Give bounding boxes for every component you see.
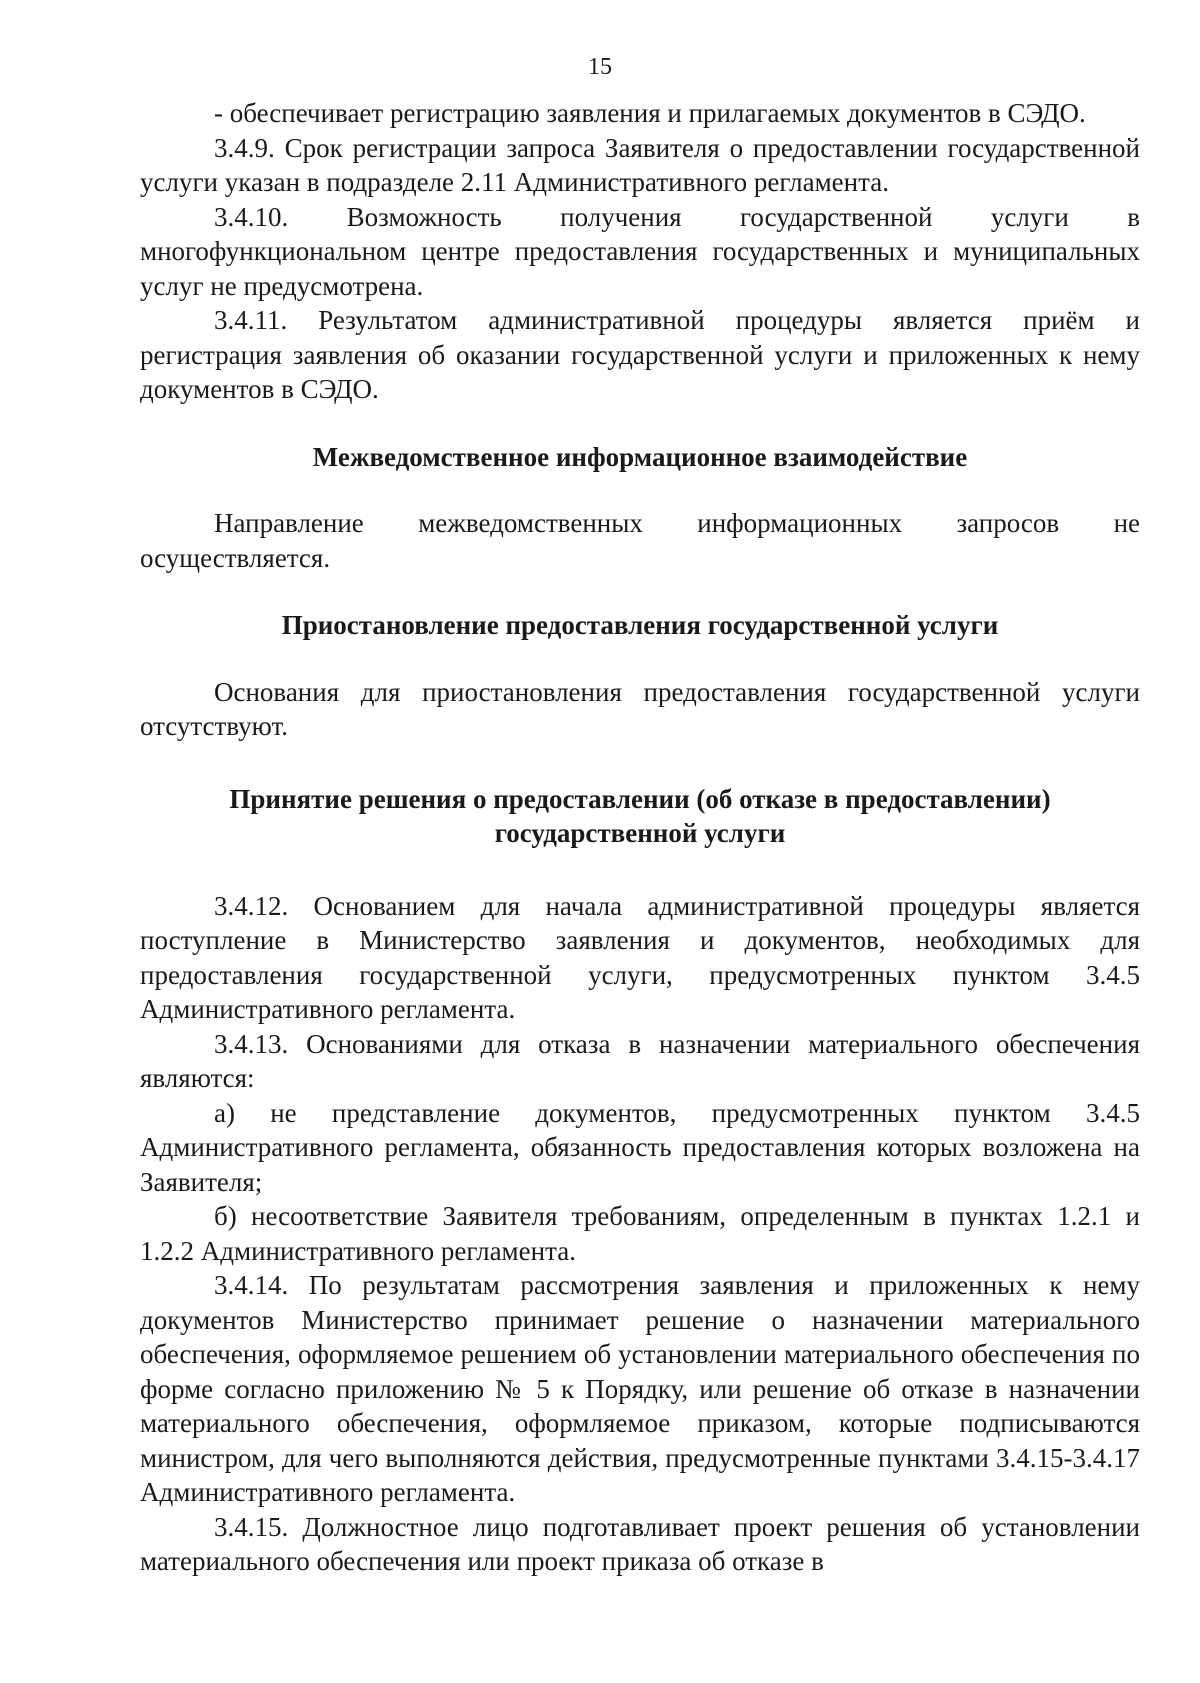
paragraph: - обеспечивает регистрацию заявления и прилагаемых документов в СЭДО. xyxy=(214,98,1086,128)
paragraph: 3.4.15. Должностное лицо подготавливает проект решения об установлении материального обеспечения или проект приказа об отказе в xyxy=(140,1511,1140,1576)
paragraph: 3.4.11. Результатом административной процедуры является приём и регистрация заявления об оказании государственной услуги и приложенных к нему документов в СЭДО. xyxy=(140,305,1140,404)
section-heading-line: государственной услуги xyxy=(494,818,786,848)
paragraph: Основания для приостановления предоставления государственной услуги отсутствуют. xyxy=(140,676,1140,741)
paragraph: а) не представление документов, предусмотренных пунктом 3.4.5 Административного регламента, обязанность предоставления которых возложена на Заявителя; xyxy=(140,1097,1140,1197)
section-heading: Межведомственное информационное взаимодействие xyxy=(312,441,968,472)
paragraph: 3.4.9. Срок регистрации запроса Заявителя о предоставлении государственной услуги указан в подразделе 2.11 Административного регламента. xyxy=(140,132,1140,197)
page-number: 15 xyxy=(588,54,612,80)
paragraph: 3.4.14. По результатам рассмотрения заявления и приложенных к нему документов Министерство принимает решение о назначении материального обеспечения, оформляемое решением об установлении материального обеспечения по форме согласно приложению № 5 к Порядку, или решение об отказе в назначении материального обеспечения, оформляемое приказом, которые подписываются министром, для чего выполняются действия, предусмотренные пунктами 3.4.15-3.4.17 Административного регламента. xyxy=(140,1270,1140,1507)
section-heading xyxy=(140,782,1140,851)
paragraph: 3.4.13. Основаниями для отказа в назначении материального обеспечения являются: xyxy=(140,1028,1140,1093)
document-body xyxy=(140,96,1140,1579)
paragraph: 3.4.12. Основанием для начала административной процедуры является поступление в Министерство заявления и документов, необходимых для предоставления государственной услуги, предусмотренных пунктом 3.4.5 Административного регламента. xyxy=(140,890,1140,1024)
section-heading: Приостановление предоставления государственной услуги xyxy=(281,610,999,640)
section-heading-line: Принятие решения о предоставлении (об отказе в предоставлении) xyxy=(229,783,1051,814)
paragraph: б) несоответствие Заявителя требованиям, определенным в пунктах 1.2.1 и 1.2.2 Административного регламента. xyxy=(140,1201,1140,1266)
paragraph: Направление межведомственных информационных запросов не осуществляется. xyxy=(140,508,1140,573)
paragraph: 3.4.10. Возможность получения государственной услуги в многофункциональном центре предоставления государственных и муниципальных услуг не предусмотрена. xyxy=(140,201,1140,301)
